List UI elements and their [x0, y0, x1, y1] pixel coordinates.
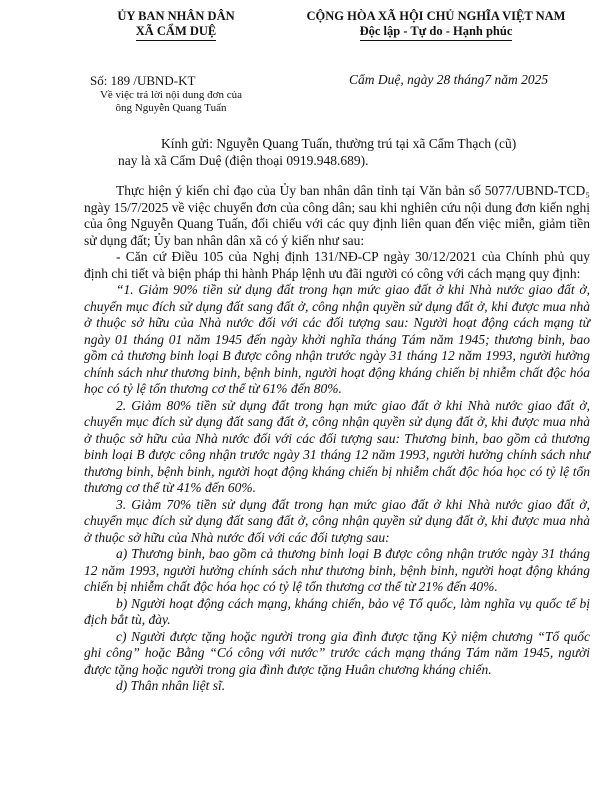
agency-name: ỦY BAN NHÂN DÂN — [117, 9, 235, 23]
national-header — [283, 9, 589, 41]
country-name: CỘNG HÒA XÃ HỘI CHỦ NGHĨA VIỆT NAM — [306, 9, 566, 23]
issuing-agency — [86, 9, 266, 41]
quoted-item-3b: b) Người hoạt động cách mạng, kháng chiến, bảo vệ Tổ quốc, làm nghĩa vụ quốc tế bị địch bắt tù, đày. — [84, 595, 590, 627]
quoted-item-3a: a) Thương binh, bao gồm cả thương binh loại B được công nhận trước ngày 31 tháng 12 năm 1993, người hưởng chính sách như thương binh, bệnh binh, người hoạt động kháng chiến bị nhiễm chất độc hóa học có tỷ lệ tổn thương cơ thể từ 21% đến 40%. — [84, 546, 590, 594]
recipient-line: Kính gửi: Nguyễn Quang Tuấn, thường trú tại xã Cẩm Thạch (cũ) — [161, 136, 517, 151]
subject-line: ông Nguyễn Quang Tuấn — [115, 102, 227, 114]
recipient-block — [118, 136, 588, 169]
national-motto: Độc lập - Tự do - Hạnh phúc — [360, 24, 513, 41]
agency-commune: XÃ CẨM DUỆ — [136, 24, 217, 41]
intro-paragraph: Thực hiện ý kiến chỉ đạo của Ủy ban nhân dân tỉnh tại Văn bản số 5077/UBND-TCD₅ ngày 15/7/2025 về việc chuyển đơn của công dân; sau khi nghiên cứu nội dung đơn kiến nghị của ông Nguyễn Quang Tuấn, đối chiếu với các quy định liên quan đến việc miễn, giảm tiền sử dụng đất; Ủy ban nhân dân xã có ý kiến như sau: — [84, 183, 590, 248]
quoted-item-2: 2. Giảm 80% tiền sử dụng đất trong hạn mức giao đất ở khi Nhà nước giao đất ở, chuyển mục đích sử dụng đất sang đất ở, công nhận quyền sử dụng đất ở, khi được mua nhà ở thuộc sở hữu của Nhà nước đối với các đối tượng sau: Thương binh, bao gồm cả thương binh loại B được công nhận trước ngày 31 tháng 12 năm 1993, người hưởng chính sách như thương binh, bệnh binh, người hoạt động kháng chiến bị nhiễm chất độc hóa học có tỷ lệ tổn thương cơ thể từ 41% đến 60%. — [84, 397, 590, 495]
subject-line: Về việc trả lời nội dung đơn của — [99, 89, 243, 101]
issue-date: Cẩm Duệ, ngày 28 tháng7 năm 2025 — [349, 72, 549, 87]
legal-basis-paragraph: - Căn cứ Điều 105 của Nghị định 131/NĐ-CP ngày 30/12/2021 của Chính phủ quy định chi tiết và biện pháp thi hành Pháp lệnh ưu đãi người có công với cách mạng quy định: — [84, 249, 590, 281]
quoted-item-1: “1. Giảm 90% tiền sử dụng đất trong hạn mức giao đất ở khi Nhà nước giao đất ở, chuyển mục đích sử dụng đất sang đất ở, công nhận quyền sử dụng đất ở, khi được mua nhà ở thuộc sở hữu của Nhà nước đối với các đối tượng sau: Người hoạt động cách mạng từ ngày 01 tháng 01 năm 1945 đến ngày khởi nghĩa tháng Tám năm 1945; thương binh, bao gồm cả thương binh loại B được công nhận trước ngày 31 tháng 12 năm 1993, người hưởng chính sách như thương binh, bệnh binh, người hoạt động kháng chiến bị nhiễm chất độc hóa học có tỷ lệ tổn thương cơ thể từ 61% đến 80%. — [84, 282, 590, 396]
document-body — [84, 183, 590, 695]
quoted-item-3c: c) Người được tặng hoặc người trong gia đình được tặng Kỷ niệm chương “Tổ quốc ghi công” hoặc Bằng “Có công với nước” trước cách mạng tháng Tám năm 1945, người được tặng hoặc người trong gia đình được tặng Huân chương kháng chiến. — [84, 628, 590, 677]
recipient-line: nay là xã Cẩm Duệ (điện thoại 0919.948.689). — [118, 152, 369, 168]
quoted-item-3d: d) Thân nhân liệt sĩ. — [116, 678, 226, 693]
document-subject — [71, 89, 271, 115]
quoted-item-3: 3. Giảm 70% tiền sử dụng đất trong hạn mức giao đất ở khi Nhà nước giao đất ở, chuyển mục đích sử dụng đất sang đất ở, công nhận quyền sử dụng đất ở, khi được mua nhà ở thuộc sở hữu của Nhà nước đối với các đối tượng sau: — [84, 496, 590, 545]
document-number: Số: 189 /UBND-KT — [90, 73, 196, 88]
